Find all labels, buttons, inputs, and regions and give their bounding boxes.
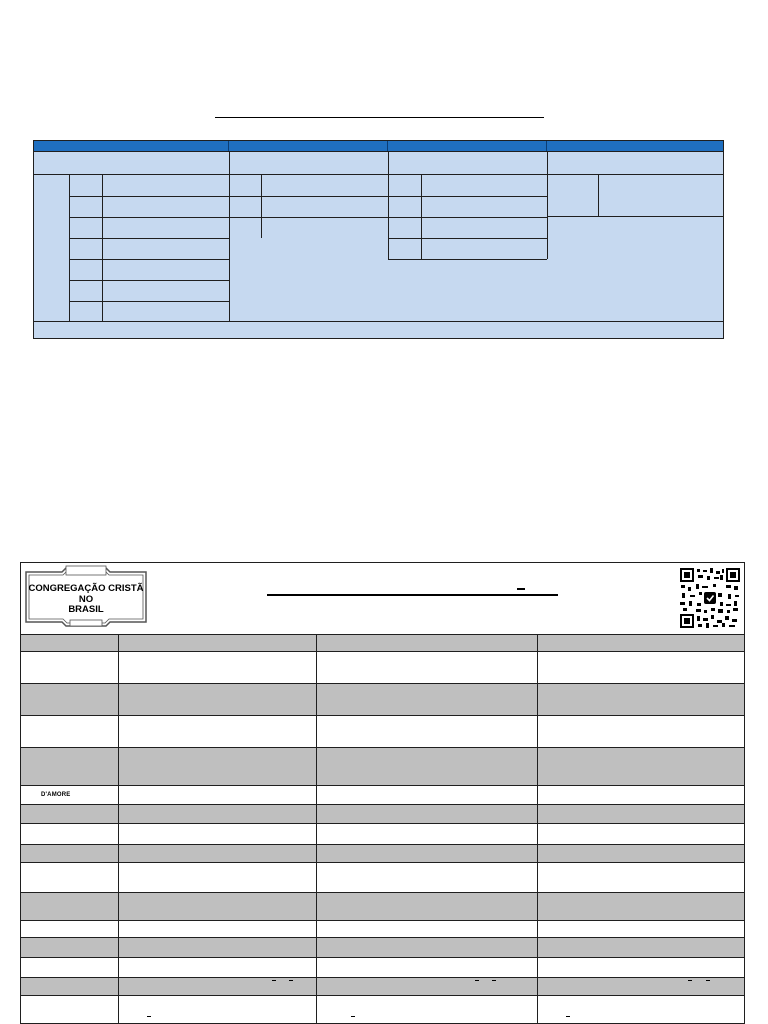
logo-line-1: CONGREGAÇÃO CRISTÃ bbox=[28, 583, 144, 594]
table-row bbox=[21, 785, 744, 804]
table-row bbox=[21, 957, 744, 977]
top-form-header-cell-2 bbox=[229, 141, 388, 151]
ccb-logo bbox=[22, 564, 150, 630]
ccb-logo-text bbox=[22, 584, 150, 616]
row-label-damore: D'AMORE bbox=[41, 792, 71, 798]
ccb-form-title-line bbox=[267, 594, 558, 596]
table-row bbox=[21, 920, 744, 937]
qr-code-icon bbox=[680, 568, 740, 628]
top-form-header-cell-3 bbox=[388, 141, 547, 151]
table-row bbox=[21, 715, 744, 747]
table-row bbox=[21, 683, 744, 715]
table-row bbox=[21, 804, 744, 823]
table-row bbox=[21, 844, 744, 862]
logo-line-3: BRASIL bbox=[68, 604, 104, 615]
top-form-title-line bbox=[215, 117, 544, 118]
table-row bbox=[21, 651, 744, 683]
table-row bbox=[21, 823, 744, 844]
top-form-header-cell-4 bbox=[547, 141, 723, 151]
logo-line-2: NO bbox=[78, 593, 94, 605]
top-form-header-cell-1 bbox=[34, 141, 229, 151]
title-dash bbox=[517, 588, 525, 590]
table-row bbox=[21, 634, 744, 651]
table-row bbox=[21, 937, 744, 957]
table-row bbox=[21, 995, 744, 1023]
table-row bbox=[21, 977, 744, 995]
table-row bbox=[21, 892, 744, 920]
top-form-table bbox=[33, 140, 724, 339]
ccb-form bbox=[20, 562, 745, 1024]
table-row bbox=[21, 862, 744, 892]
